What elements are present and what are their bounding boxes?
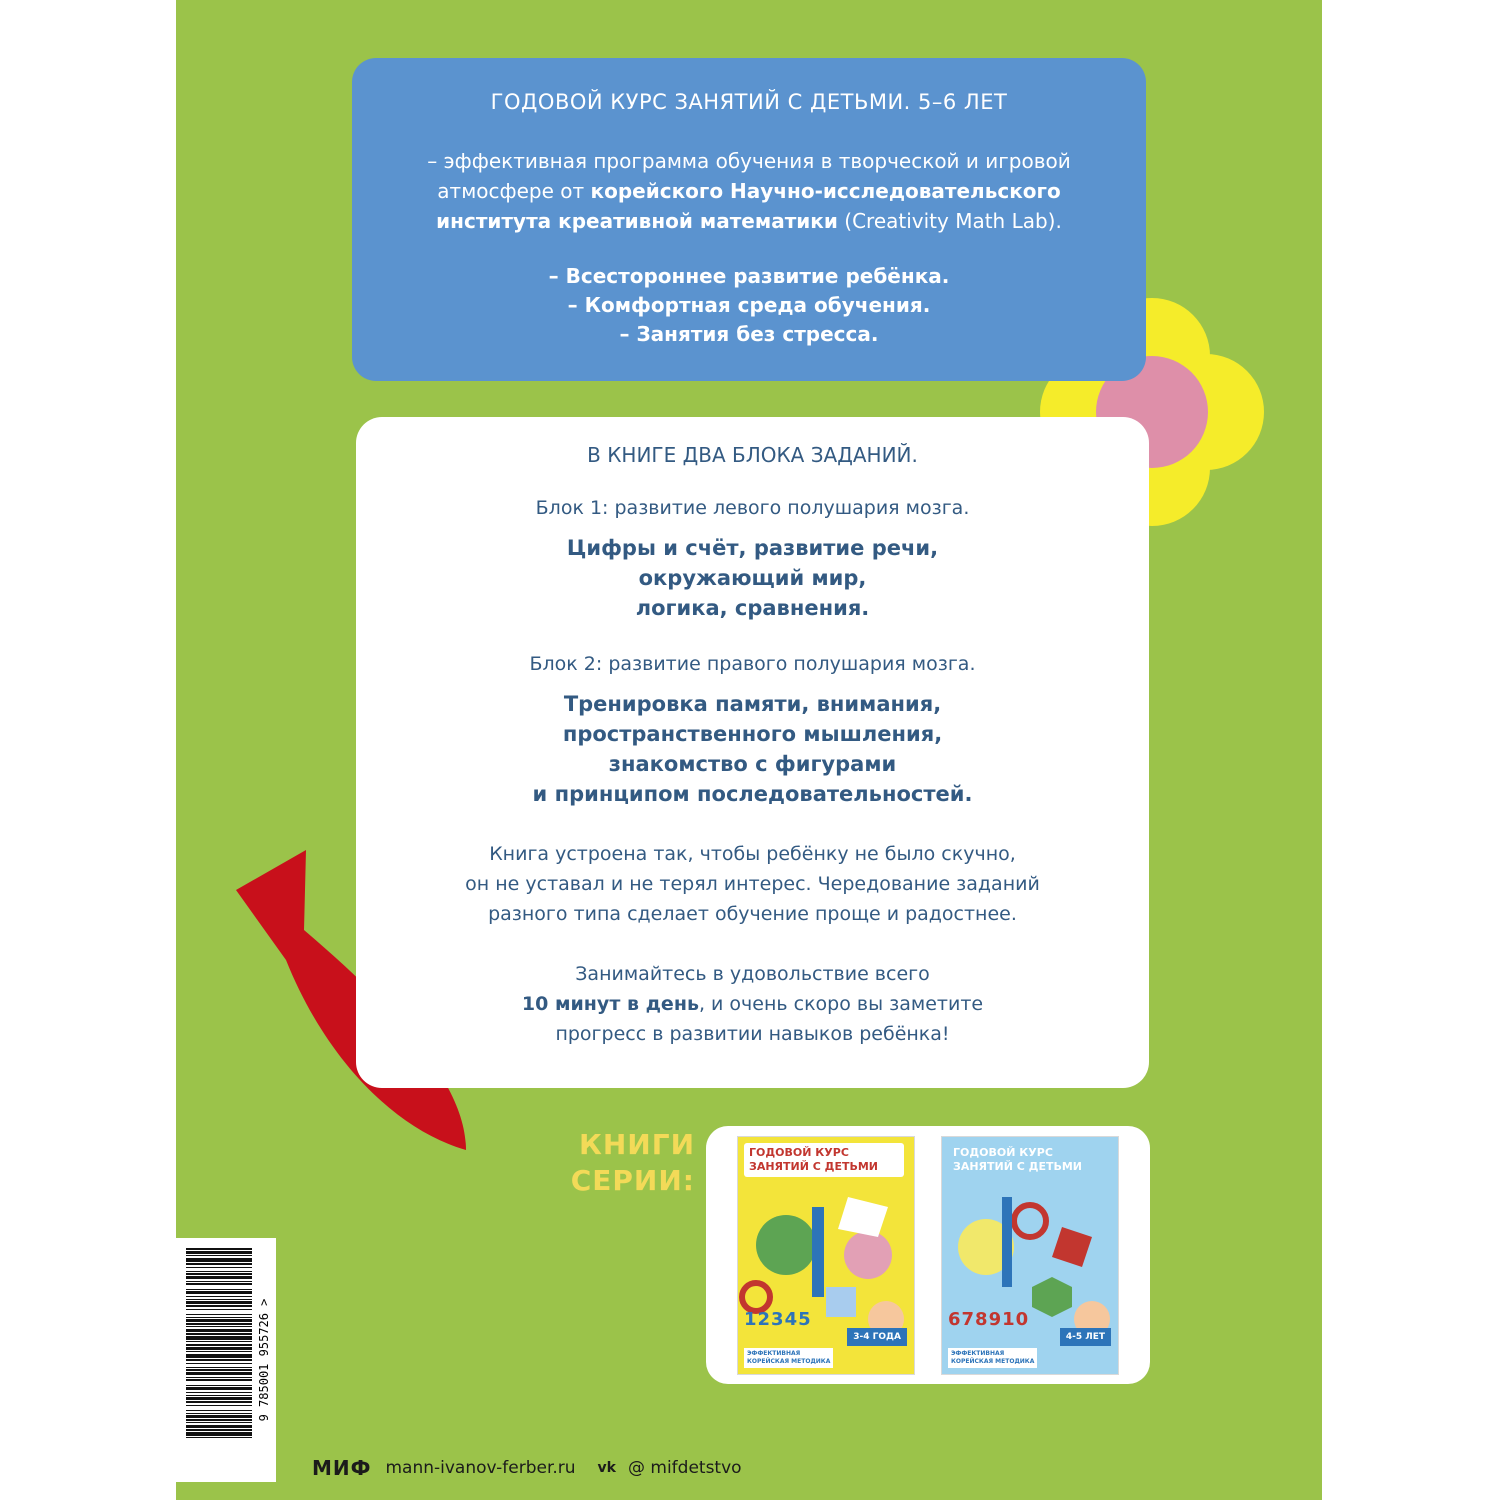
intro-panel [352,58,1146,381]
barcode-bar [186,1341,252,1342]
book-age-badge: 3-4 ГОДА [847,1328,907,1346]
book-structure-paragraph [356,839,1149,929]
block-2-topics [356,689,1149,809]
barcode-bar [186,1314,252,1315]
paragraph-line: Книга устроена так, чтобы ребёнку не было скучно, [489,843,1016,865]
description-line-1: – эффективная программа обучения в творческой и игровой [427,149,1071,173]
topic-line: и принципом последовательностей. [532,782,973,806]
topic-line: Тренировка памяти, внимания, [563,692,942,716]
paragraph-line: разного типа сделает обучение проще и радостнее. [488,903,1017,925]
barcode-bar [186,1401,252,1403]
barcode-bar [186,1413,252,1414]
course-title: ГОДОВОЙ КУРС ЗАНЯТИЙ С ДЕТЬМИ. 5–6 ЛЕТ [490,90,1008,114]
barcode-bar [186,1273,252,1275]
barcode-bar [186,1422,252,1423]
barcode-bar [186,1267,252,1268]
barcode-bars [176,1238,276,1482]
barcode-bar [186,1344,252,1346]
barcode-bar [186,1410,252,1411]
benefit-item: – Всестороннее развитие ребёнка. [548,264,950,288]
book-numbers: 678910 [948,1309,1030,1330]
barcode-bar [186,1296,252,1297]
barcode-bar [186,1255,252,1256]
barcode-bar [186,1283,252,1285]
barcode-bar [186,1369,252,1371]
paragraph-line: Занимайтесь в удовольствие всего [575,963,930,985]
book-footer: ЭФФЕКТИВНАЯ КОРЕЙСКАЯ МЕТОДИКА [948,1348,1037,1368]
barcode-bar [186,1367,252,1368]
barcode-bar [186,1351,252,1352]
series-book-cover-3-4[interactable] [737,1136,915,1375]
benefit-item: – Комфортная среда обучения. [567,293,931,317]
daily-practice-paragraph [356,959,1149,1049]
topic-line: логика, сравнения. [635,596,870,620]
barcode-bar [186,1299,252,1300]
barcode-bar [186,1397,252,1400]
series-book-cover-4-5[interactable] [941,1136,1119,1375]
barcode-bar [186,1326,252,1327]
barcode-bar [186,1251,252,1254]
benefit-item: – Занятия без стресса. [619,322,879,346]
barcode-bar [186,1415,252,1418]
block-1-label: Блок 1: развитие левого полушария мозга. [535,497,970,519]
barcode-bar [186,1329,252,1332]
series-books-panel [706,1126,1150,1384]
barcode-bar [186,1336,252,1340]
publisher-website-link[interactable]: mann-ivanov-ferber.ru [385,1458,576,1478]
barcode-bar [186,1248,252,1250]
topic-line: Цифры и счёт, развитие речи, [566,536,939,560]
barcode-bar [186,1395,252,1396]
barcode-bar [186,1301,252,1304]
social-handle-link[interactable]: @ mifdetstvo [627,1458,742,1478]
book-footer: ЭФФЕКТИВНАЯ КОРЕЙСКАЯ МЕТОДИКА [744,1348,833,1368]
barcode-bar [186,1372,252,1375]
series-label: КНИГИ СЕРИИ: [570,1128,695,1197]
paragraph-line: 10 минут в день, и очень скоро вы заметите [521,993,984,1015]
barcode-bar [186,1385,252,1386]
barcode-bar [186,1333,252,1335]
barcode-bar [186,1323,252,1325]
paragraph-line: он не уставал и не терял интерес. Чередование заданий [465,873,1040,895]
course-description [352,146,1146,236]
barcode-bar [186,1317,252,1318]
barcode-bar [186,1405,252,1406]
barcode-bar [186,1289,252,1290]
barcode-digits: 9 785001 955726 > [257,1298,271,1422]
isbn-barcode [176,1238,276,1482]
barcode-bar [186,1432,252,1436]
barcode-bar [186,1263,252,1265]
barcode-bar [186,1305,252,1307]
barcode-bar [186,1392,252,1393]
barcode-bar [186,1377,252,1378]
benefits-list [352,262,1146,349]
barcode-bar [186,1429,252,1431]
block-1-topics [356,533,1149,623]
barcode-bar [186,1276,252,1279]
barcode-bar [186,1258,252,1262]
book-numbers: 12345 [744,1309,812,1330]
barcode-bar [186,1437,252,1438]
barcode-bar [186,1379,252,1381]
barcode-bar [186,1354,252,1358]
description-line-3: института креативной математики (Creativity Math Lab). [436,209,1062,233]
book-title: ГОДОВОЙ КУРС ЗАНЯТИЙ С ДЕТЬМИ [744,1143,904,1177]
topic-line: окружающий мир, [638,566,867,590]
barcode-bar [186,1271,252,1272]
content-panel [356,417,1149,1088]
book-age-badge: 4-5 ЛЕТ [1060,1328,1111,1346]
paragraph-line: прогресс в развитии навыков ребёнка! [555,1023,950,1045]
book-title: ГОДОВОЙ КУРС ЗАНЯТИЙ С ДЕТЬМИ [953,1146,1083,1173]
publisher-logo: МИФ [312,1456,372,1480]
barcode-bar [186,1425,252,1428]
publisher-footer [312,1452,742,1484]
barcode-bar [186,1319,252,1322]
barcode-bar [186,1291,252,1294]
block-2-label: Блок 2: развитие правого полушария мозга. [529,653,976,675]
topic-line: знакомство с фигурами [608,752,897,776]
barcode-bar [186,1363,252,1364]
barcode-bar [186,1359,252,1361]
barcode-bar [186,1347,252,1350]
barcode-bar [186,1281,252,1282]
barcode-bar [186,1309,252,1310]
barcode-bar [186,1387,252,1390]
topic-line: пространственного мышления, [562,722,943,746]
vk-icon[interactable]: vk [597,1460,616,1476]
barcode-bar [186,1419,252,1421]
content-heading: В КНИГЕ ДВА БЛОКА ЗАДАНИЙ. [587,443,918,467]
description-line-2: атмосфере от корейского Научно-исследовательского [437,179,1061,203]
